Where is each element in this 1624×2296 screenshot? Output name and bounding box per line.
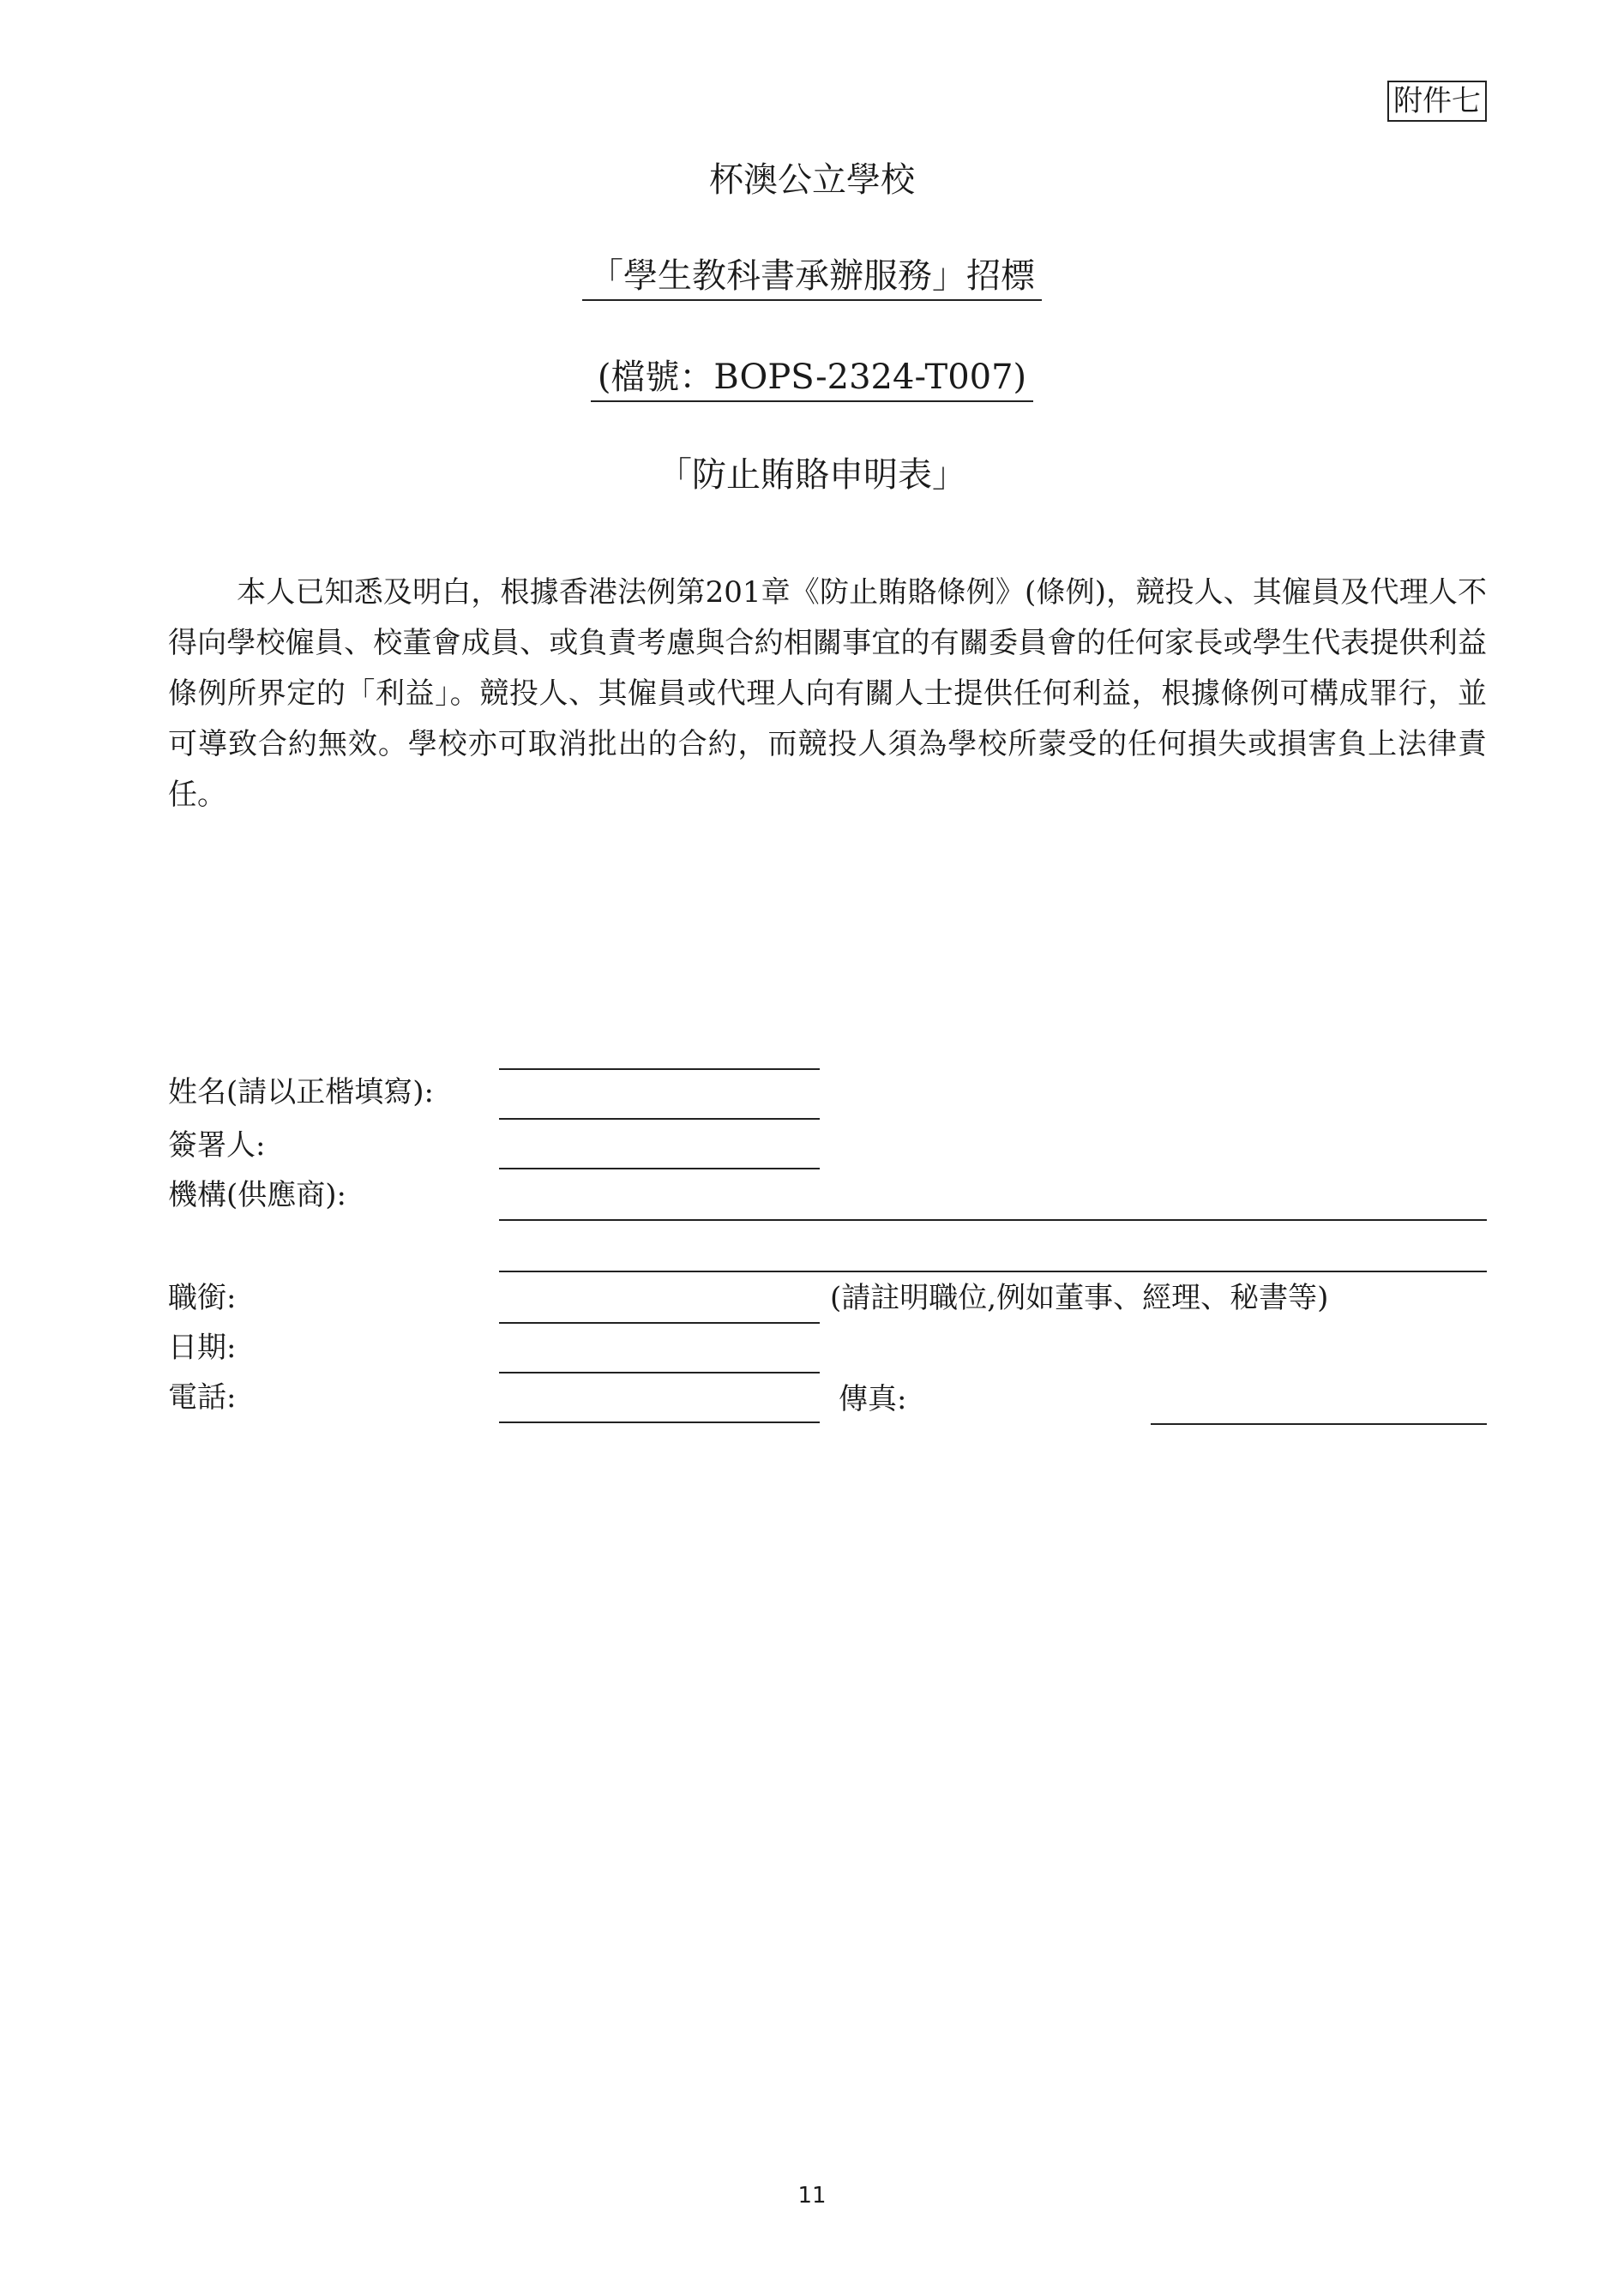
- declaration-paragraph: [168, 568, 1487, 820]
- organisation-label: 機構(供應商):: [168, 1178, 346, 1212]
- tender-title-line: [0, 249, 1624, 298]
- position-label: 職銜:: [168, 1281, 237, 1315]
- name-label: 姓名(請以正楷填寫):: [168, 1075, 434, 1109]
- fax-label: 傳真:: [839, 1382, 907, 1416]
- fax-blank-line[interactable]: [1151, 1423, 1487, 1425]
- signatory-label: 簽署人:: [168, 1128, 266, 1163]
- declaration-text: 本人已知悉及明白，根據香港法例第201章《防止賄賂條例》(條例)，競投人、其僱員及代理人不得向學校僱員、校董會成員、或負責考慮與合約相關事宜的有關委員會的任何家長或學生代表提供利益條例所界定的「利益」。競投人、其僱員或代理人向有關人士提供任何利益，根據條例可構成罪行，並可導致合約無效。學校亦可取消批出的合約，而競投人須為學校所蒙受的任何損失或損害負上法律責任。: [168, 575, 1487, 812]
- position-note: (請註明職位,例如董事、經理、秘書等): [830, 1281, 1329, 1315]
- position-blank-line[interactable]: [499, 1322, 820, 1324]
- signatory-blank-line[interactable]: [499, 1168, 820, 1169]
- phone-label: 電話:: [168, 1380, 237, 1415]
- name-blank-line-2[interactable]: [499, 1118, 820, 1120]
- file-number: (檔號：BOPS-2324-T007): [591, 358, 1033, 402]
- file-number-line: [0, 350, 1624, 399]
- date-label: 日期:: [168, 1331, 237, 1365]
- page-number: 11: [797, 2183, 827, 2209]
- phone-blank-line[interactable]: [499, 1421, 820, 1423]
- name-blank-line[interactable]: [499, 1068, 820, 1070]
- date-blank-line[interactable]: [499, 1372, 820, 1373]
- organisation-blank-line-2[interactable]: [499, 1271, 1487, 1272]
- organisation-blank-line[interactable]: [499, 1219, 1487, 1221]
- annex-label: 附件七: [1387, 81, 1487, 122]
- form-title: 「防止賄賂申明表」: [658, 455, 966, 495]
- school-name: 杯澳公立學校: [709, 160, 915, 200]
- tender-title: 「學生教科書承辦服務」招標: [582, 256, 1042, 301]
